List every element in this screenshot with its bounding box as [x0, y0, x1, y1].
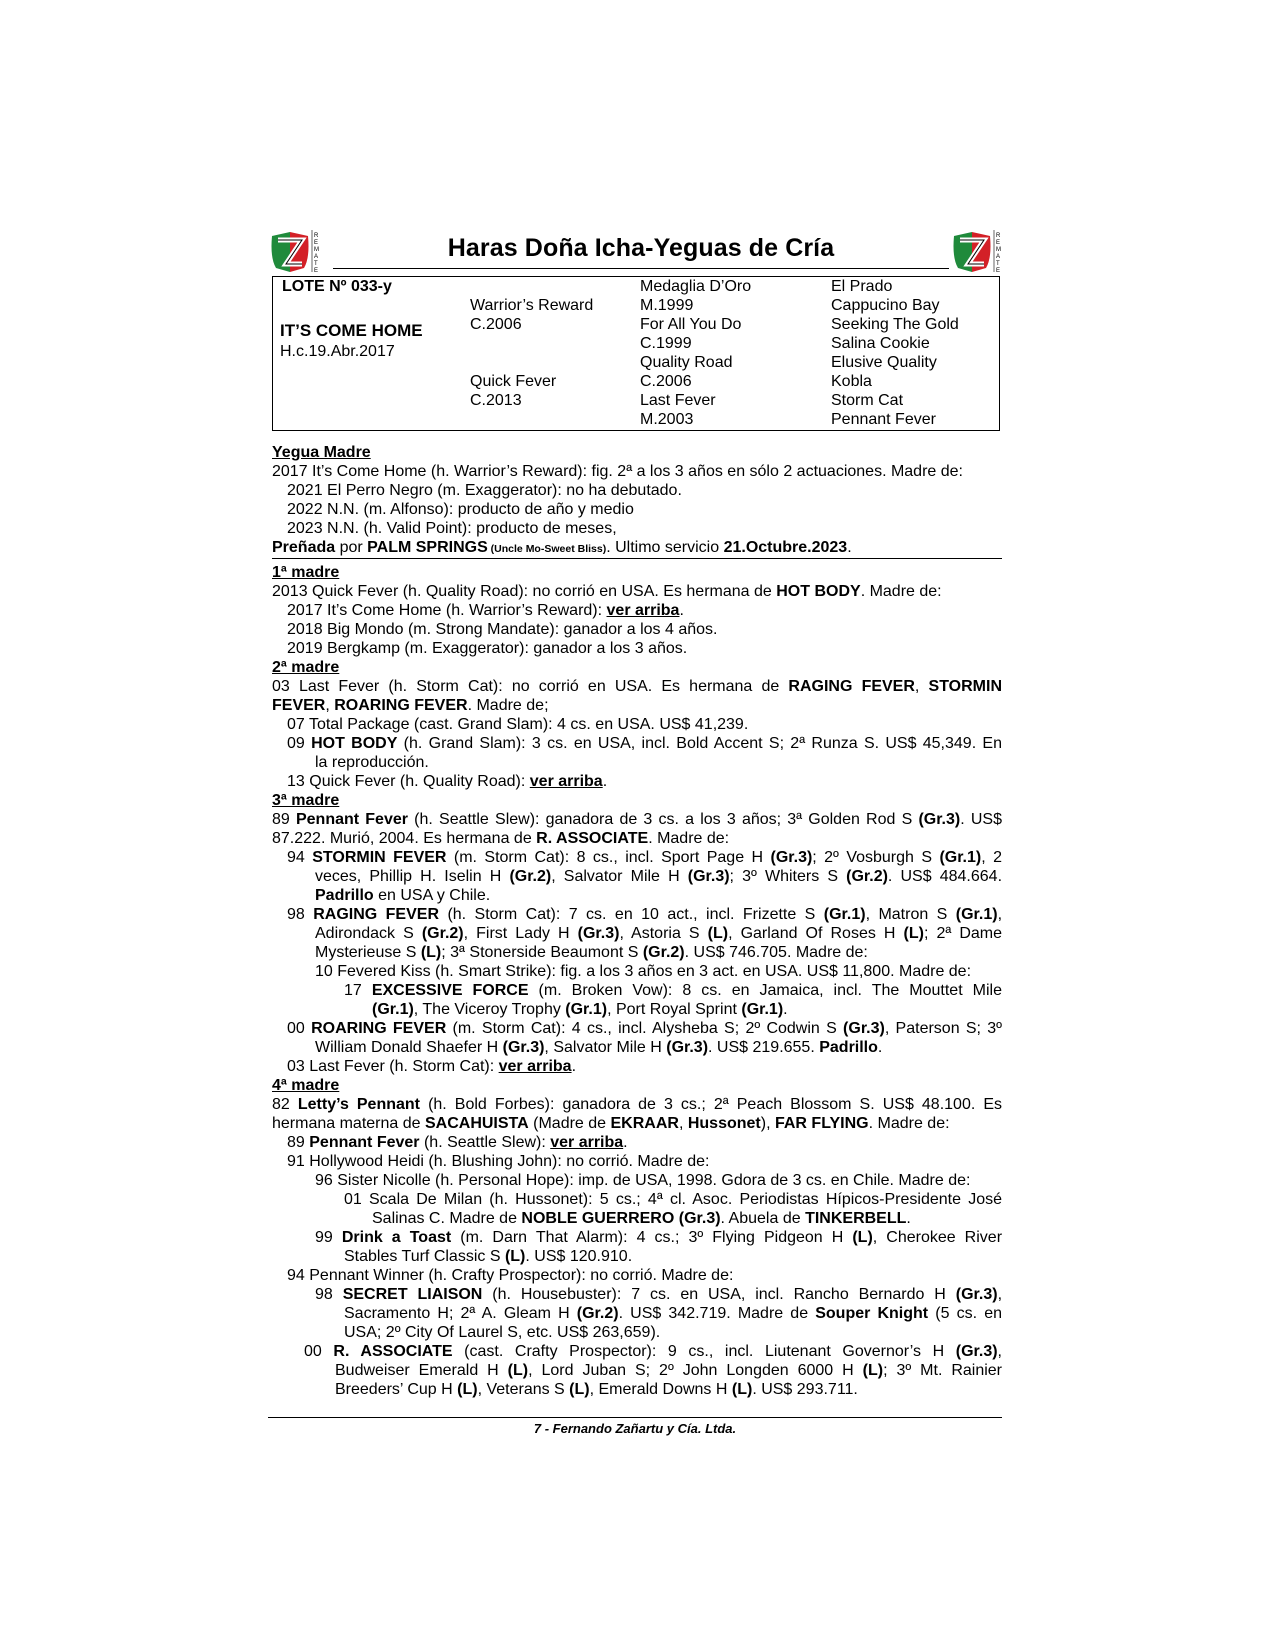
text-line: FEVER, ROARING FEVER. Madre de; [272, 697, 549, 714]
text-line: Salinas C. Madre de NOBLE GUERRERO (Gr.3). Abuela de TINKERBELL. [372, 1210, 911, 1227]
gen2-entry: Last Fever [640, 392, 716, 409]
remates-logo-left [268, 228, 330, 274]
text-line: 89 Pennant Fever (h. Seattle Slew): ganadora de 3 cs. a los 3 años; 3ª Golden Rod S (Gr.3). US$ [272, 811, 1002, 828]
pedigree-table [272, 276, 1000, 431]
svg-text:E: E [314, 268, 319, 274]
section-heading: 3ª madre [272, 792, 340, 809]
text-line: 2017 It’s Come Home (h. Warrior’s Reward): fig. 2ª a los 3 años en sólo 2 actuaciones. Madre de: [272, 463, 963, 480]
page-footer: 7 - Fernando Zañartu y Cía. Ltda. [533, 1421, 737, 1436]
svg-text:T: T [996, 261, 1000, 267]
text-line: 89 Pennant Fever (h. Seattle Slew): ver arriba. [287, 1134, 628, 1151]
text-line: 09 HOT BODY (h. Grand Slam): 3 cs. en USA, incl. Bold Accent S; 2ª Runza S. US$ 45,349. En [287, 735, 1003, 752]
gen2-entry: M.1999 [640, 297, 694, 314]
text-line: 13 Quick Fever (h. Quality Road): ver arriba. [287, 773, 608, 790]
gen3-entry: Elusive Quality [831, 354, 937, 371]
text-line: 98 SECRET LIAISON (h. Housebuster): 7 cs. en USA, incl. Rancho Bernardo H (Gr.3), [315, 1286, 1003, 1303]
gen3-entry: Storm Cat [831, 392, 904, 409]
text-line: 94 Pennant Winner (h. Crafty Prospector): no corrió. Madre de: [287, 1267, 734, 1284]
svg-text:E: E [996, 240, 1001, 246]
text-line: 94 STORMIN FEVER (m. Storm Cat): 8 cs., incl. Sport Page H (Gr.3); 2º Vosburgh S (Gr.1), 2 [287, 849, 1002, 866]
sire-year: C.2006 [470, 316, 522, 333]
text-line: William Donald Shaefer H (Gr.3), Salvator Mile H (Gr.3). US$ 219.655. Padrillo. [315, 1039, 883, 1056]
gen3-entry: Salina Cookie [831, 335, 930, 352]
gen2-entry: Medaglia D’Oro [640, 278, 752, 295]
svg-text:M: M [314, 247, 319, 253]
gen2-entry: C.1999 [640, 335, 692, 352]
text-line: 96 Sister Nicolle (h. Personal Hope): imp. de USA, 1998. Gdora de 3 cs. en Chile. Madre de: [315, 1172, 971, 1189]
text-line: 2023 N.N. (h. Valid Point): producto de meses, [287, 520, 617, 537]
text-line: 2018 Big Mondo (m. Strong Mandate): ganador a los 4 años. [287, 621, 718, 638]
footer-rule [268, 1417, 1002, 1418]
text-line: 2017 It’s Come Home (h. Warrior’s Reward): ver arriba. [287, 602, 684, 619]
text-line: 2021 El Perro Negro (m. Exaggerator): no ha debutado. [287, 482, 682, 499]
svg-text:A: A [996, 254, 1001, 260]
svg-text:R: R [314, 233, 319, 239]
gen2-entry: Quality Road [640, 354, 733, 371]
text-line: hermana materna de SACAHUISTA (Madre de EKRAAR, Hussonet), FAR FLYING. Madre de: [272, 1115, 950, 1132]
text-line: 98 RAGING FEVER (h. Storm Cat): 7 cs. en 10 act., incl. Frizette S (Gr.1), Matron S (Gr.1), [287, 906, 1003, 923]
gen3-entry: Cappucino Bay [831, 297, 940, 314]
text-line: Padrillo en USA y Chile. [315, 887, 491, 904]
section-heading: 2ª madre [272, 659, 340, 676]
text-line: 03 Last Fever (h. Storm Cat): no corrió en USA. Es hermana de RAGING FEVER, STORMIN [272, 678, 1002, 695]
title-rule [333, 268, 949, 269]
remates-logo-right [950, 228, 1012, 274]
svg-text:A: A [314, 254, 319, 260]
text-line: USA; 2º City Of Laurel S, etc. US$ 263,659). [344, 1324, 661, 1341]
gen3-entry: Pennant Fever [831, 411, 936, 428]
text-line: 87.222. Murió, 2004. Es hermana de R. ASSOCIATE. Madre de: [272, 830, 730, 847]
gen2-entry: M.2003 [640, 411, 694, 428]
text-line: Stables Turf Classic S (L). US$ 120.910. [344, 1248, 633, 1265]
text-line: 01 Scala De Milan (h. Hussonet): 5 cs.; 4ª cl. Asoc. Periodistas Hípicos-Presidente José [344, 1191, 1002, 1208]
text-line: 07 Total Package (cast. Grand Slam): 4 cs. en USA. US$ 41,239. [287, 716, 749, 733]
text-line: 00 R. ASSOCIATE (cast. Crafty Prospector): 9 cs., incl. Liutenant Governor’s H (Gr.3), [304, 1343, 1002, 1360]
text-line: 03 Last Fever (h. Storm Cat): ver arriba. [287, 1058, 577, 1075]
lot-number: LOTE Nº 033-y [282, 278, 392, 295]
svg-text:R: R [996, 233, 1001, 239]
gen3-entry: Kobla [831, 373, 872, 390]
text-line: Sacramento H; 2ª A. Gleam H (Gr.2). US$ 342.719. Madre de Souper Knight (5 cs. en [344, 1305, 1002, 1322]
text-line: 00 ROARING FEVER (m. Storm Cat): 4 cs., incl. Alysheba S; 2º Codwin S (Gr.3), Paterson S; 3º [287, 1020, 1003, 1037]
text-line: 2019 Bergkamp (m. Exaggerator): ganador a los 3 años. [287, 640, 688, 657]
text-line: 10 Fevered Kiss (h. Smart Strike): fig. a los 3 años en 3 act. en USA. US$ 11,800. Madre de: [315, 963, 972, 980]
gen3-entry: Seeking The Gold [831, 316, 959, 333]
text-line: 2022 N.N. (m. Alfonso): producto de año y medio [287, 501, 634, 518]
text-line: 17 EXCESSIVE FORCE (m. Broken Vow): 8 cs. en Jamaica, incl. The Mouttet Mile [344, 982, 1002, 999]
section-heading: 1ª madre [272, 564, 340, 581]
text-line: Budweiser Emerald H (L), Lord Juban S; 2º John Longden 6000 H (L); 3º Mt. Rainier [335, 1362, 1003, 1379]
gen2-entry: C.2006 [640, 373, 692, 390]
text-line: 82 Letty’s Pennant (h. Bold Forbes): ganadora de 3 cs.; 2ª Peach Blossom S. US$ 48.100. Es [272, 1096, 1003, 1113]
text-line: Preñada por PALM SPRINGS (Uncle Mo-Sweet Bliss). Ultimo servicio 21.Octubre.2023. [272, 539, 852, 556]
svg-text:T: T [314, 261, 318, 267]
text-line: 91 Hollywood Heidi (h. Blushing John): no corrió. Madre de: [287, 1153, 710, 1170]
gen2-entry: For All You Do [640, 316, 742, 333]
text-line: Mysterieuse S (L); 3ª Stonerside Beaumont S (Gr.2). US$ 746.705. Madre de: [315, 944, 868, 961]
section-heading: 4ª madre [272, 1077, 340, 1094]
dam-name: Quick Fever [470, 373, 557, 390]
text-line: veces, Phillip H. Iselin H (Gr.2), Salvator Mile H (Gr.3); 3º Whiters S (Gr.2). US$ 484.664. [315, 868, 1003, 885]
text-line: la reproducción. [315, 754, 429, 771]
text-line: Adirondack S (Gr.2), First Lady H (Gr.3), Astoria S (L), Garland Of Roses H (L); 2ª Dame [315, 925, 1003, 942]
sire-name: Warrior’s Reward [470, 297, 594, 314]
svg-text:M: M [996, 247, 1001, 253]
text-line: 2013 Quick Fever (h. Quality Road): no corrió en USA. Es hermana de HOT BODY. Madre de: [272, 583, 942, 600]
gen3-entry: El Prado [831, 278, 893, 295]
svg-text:E: E [996, 268, 1001, 274]
page-title: Haras Doña Icha-Yeguas de Cría [447, 234, 835, 262]
text-line: 99 Drink a Toast (m. Darn That Alarm): 4 cs.; 3º Flying Pidgeon H (L), Cherokee River [315, 1229, 1003, 1246]
svg-text:E: E [314, 240, 319, 246]
horse-info: H.c.19.Abr.2017 [280, 343, 395, 360]
section-separator [272, 558, 1002, 559]
text-line: (Gr.1), The Viceroy Trophy (Gr.1), Port Royal Sprint (Gr.1). [372, 1001, 788, 1018]
section-heading: Yegua Madre [272, 444, 371, 461]
horse-name: IT’S COME HOME [280, 321, 423, 340]
dam-year: C.2013 [470, 392, 522, 409]
text-line: Breeders’ Cup H (L), Veterans S (L), Emerald Downs H (L). US$ 293.711. [335, 1381, 858, 1398]
